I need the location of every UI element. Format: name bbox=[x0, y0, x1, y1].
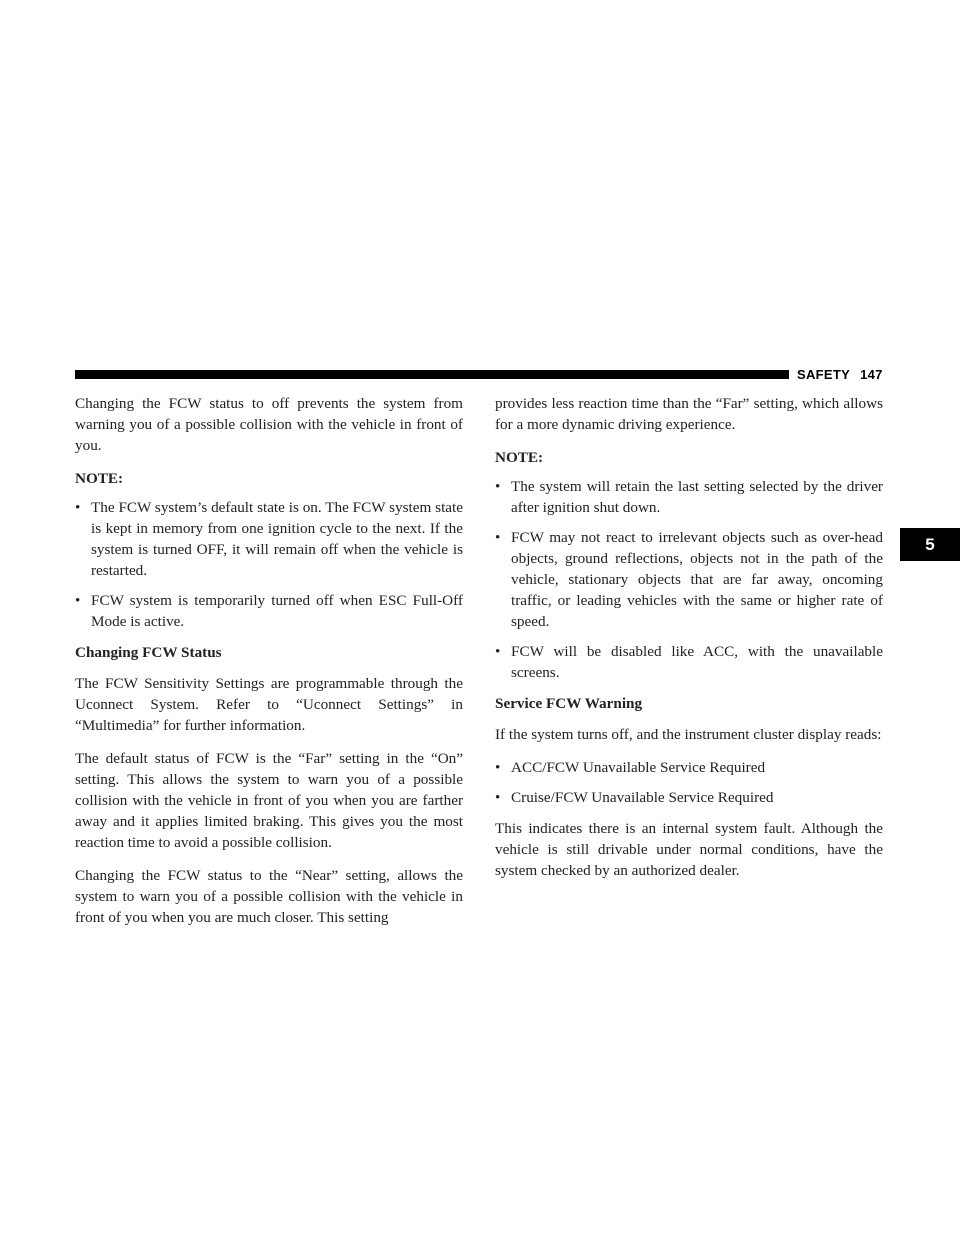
list-item bbox=[75, 590, 463, 632]
right-column bbox=[495, 393, 883, 893]
note-list bbox=[495, 476, 883, 683]
note-text: FCW may not react to irrelevant objects such as over-head objects, ground reflections, objects not in the path of the vehicle, stationary objects that are far away, oncoming traffic, or leading vehicles with the same or higher rate of speed. bbox=[511, 529, 883, 630]
note-text: The FCW system’s default state is on. The FCW system state is kept in memory from one ignition cycle to the next. If the system is turned OFF, it will remain off when the vehicle is restarted. bbox=[91, 499, 463, 579]
note-label: NOTE: bbox=[495, 449, 544, 466]
section-heading: Service FCW Warning bbox=[495, 695, 643, 712]
running-header bbox=[797, 367, 883, 383]
note-text: FCW will be disabled like ACC, with the unavailable screens. bbox=[511, 643, 883, 681]
list-item bbox=[495, 641, 883, 683]
list-item bbox=[495, 476, 883, 518]
chapter-tab: 5 bbox=[900, 528, 960, 561]
bullet-icon bbox=[495, 787, 511, 808]
body-paragraph: The default status of FCW is the “Far” setting in the “On” setting. This allows the system to warn you of a possible collision with the vehicle in front of you when you are farther away and it applies limited braking. This gives you the most reaction time to avoid a possible collision. bbox=[75, 750, 463, 851]
bullet-icon bbox=[75, 497, 91, 518]
list-item bbox=[495, 757, 883, 778]
body-paragraph: Changing the FCW status to the “Near” setting, allows the system to warn you of a possible collision with the vehicle in front of you when you are much closer. This setting bbox=[75, 867, 463, 926]
list-item bbox=[495, 527, 883, 632]
message-list bbox=[495, 757, 883, 808]
continuation-paragraph: provides less reaction time than the “Far” setting, which allows for a more dynamic driving experience. bbox=[495, 395, 883, 433]
closing-paragraph: This indicates there is an internal system fault. Although the vehicle is still drivable under normal conditions, have the system checked by an authorized dealer. bbox=[495, 820, 883, 879]
body-paragraph: If the system turns off, and the instrument cluster display reads: bbox=[495, 726, 882, 743]
list-item bbox=[495, 787, 883, 808]
bullet-icon bbox=[75, 590, 91, 611]
bullet-icon bbox=[495, 641, 511, 662]
message-text: Cruise/FCW Unavailable Service Required bbox=[511, 789, 774, 806]
note-text: The system will retain the last setting selected by the driver after ignition shut down. bbox=[511, 478, 883, 516]
left-column bbox=[75, 393, 463, 940]
list-item bbox=[75, 497, 463, 581]
bullet-icon bbox=[495, 527, 511, 548]
page-number: 147 bbox=[860, 367, 883, 382]
body-paragraph: The FCW Sensitivity Settings are programmable through the Uconnect System. Refer to “Uconnect Settings” in “Multimedia” for further information. bbox=[75, 675, 463, 734]
note-text: FCW system is temporarily turned off when ESC Full-Off Mode is active. bbox=[91, 592, 463, 630]
note-list bbox=[75, 497, 463, 632]
note-label: NOTE: bbox=[75, 470, 124, 487]
section-title: SAFETY bbox=[797, 367, 851, 382]
message-text: ACC/FCW Unavailable Service Required bbox=[511, 759, 766, 776]
section-heading: Changing FCW Status bbox=[75, 644, 222, 661]
header-rule bbox=[75, 370, 789, 379]
bullet-icon bbox=[495, 476, 511, 497]
intro-paragraph: Changing the FCW status to off prevents the system from warning you of a possible collision with the vehicle in front of you. bbox=[75, 395, 463, 454]
bullet-icon bbox=[495, 757, 511, 778]
